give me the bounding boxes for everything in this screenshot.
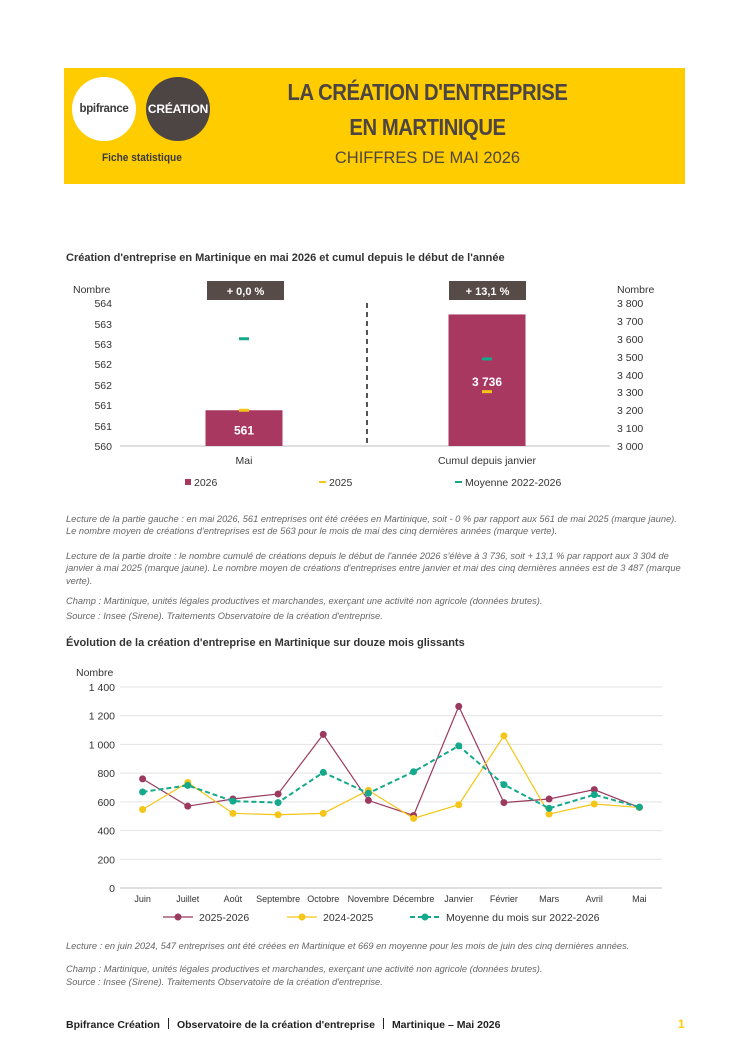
header-banner <box>64 68 685 184</box>
chart2-point-2024-2025 <box>320 810 327 817</box>
chart2-x-tick: Septembre <box>256 894 301 904</box>
chart2-point-2025-2026 <box>275 790 282 797</box>
chart2-point-2024-2025 <box>275 811 282 818</box>
chart2-x-tick: Février <box>489 894 518 904</box>
creation-logo <box>146 77 210 141</box>
chart2-x-tick: Mars <box>539 894 560 904</box>
chart1-left-tick: 560 <box>94 441 112 453</box>
chart2-series-line-2025-2026 <box>143 706 640 815</box>
note-source-1: Source : Insee (Sirene). Traitements Observatoire de la création d'entreprise. <box>66 611 383 621</box>
chart2-axis-title: Nombre <box>76 667 114 679</box>
chart2-x-tick: Juillet <box>176 894 200 904</box>
chart2-x-tick: Décembre <box>392 894 435 904</box>
chart2-point-2025-2026 <box>455 703 462 710</box>
chart1-right-tick: 3 400 <box>617 370 644 382</box>
bpifrance-logo-text: bpifrance <box>79 103 129 115</box>
chart2-point-2024-2025 <box>410 815 417 822</box>
chart1-left-tick: 562 <box>94 380 112 392</box>
chart2-y-tick: 800 <box>97 768 115 781</box>
chart2-line-chart <box>0 660 750 935</box>
chart1-badge-left: + 0,0 % <box>226 286 265 298</box>
chart2-y-tick: 0 <box>109 883 115 895</box>
note-source-2: Source : Insee (Sirene). Traitements Observatoire de la création d'entreprise. <box>66 977 383 987</box>
chart2-point-moyenne <box>500 781 507 788</box>
chart2-point-2024-2025 <box>455 801 462 808</box>
chart2-point-2025-2026 <box>546 795 553 802</box>
chart2-point-moyenne <box>184 782 191 789</box>
chart1-category-cumul: Cumul depuis janvier <box>437 455 537 467</box>
chart1-left-tick: 563 <box>94 319 112 331</box>
chart1-left-tick: 562 <box>94 359 112 371</box>
chart2-legend-marker-2025-2026 <box>175 914 182 921</box>
page-number: 1 <box>678 1017 685 1031</box>
chart2-x-tick: Août <box>223 894 243 904</box>
footer <box>66 1018 500 1031</box>
note-reading-2: Lecture : en juin 2024, 547 entreprises ont été créées en Martinique et 669 en moyenne pour les mois de juin des cinq dernières années. <box>66 941 630 951</box>
legend-2026-label: 2026 <box>194 477 218 489</box>
chart2-point-2024-2025 <box>591 801 598 808</box>
note-right-reading: Lecture de la partie droite : le nombre cumulé de créations depuis le début de l'année 2026 s'élève à 3 736, soit + 13,1 % par rapport aux 3 304 de janvier à mai 2025 (marque jaune). Le nombre moyen de créations d'entreprises entre janvier et mai des cinq dernières années est de 3 487 (marque verte). <box>66 551 681 586</box>
legend-avg-label: Moyenne 2022-2026 <box>465 477 562 489</box>
legend-2025-label: 2025 <box>329 477 353 489</box>
chart2-legend-marker-moyenne <box>422 914 429 921</box>
note-champ-1: Champ : Martinique, unités légales productives et marchandes, exerçant une activité non agricole (données brutes). <box>66 596 543 606</box>
chart1-right-axis-title: Nombre <box>617 284 655 296</box>
chart1-right-tick: 3 600 <box>617 334 644 346</box>
chart1-left-tick: 561 <box>94 421 112 433</box>
chart2-point-2024-2025 <box>500 732 507 739</box>
chart1-left-tick: 561 <box>94 400 112 412</box>
chart2-y-tick: 600 <box>97 796 115 809</box>
chart1-right-tick: 3 000 <box>617 441 644 453</box>
chart1-bar-chart <box>0 275 750 500</box>
chart2-point-2025-2026 <box>320 731 327 738</box>
footer-region: Martinique – Mai 2026 <box>391 1019 501 1031</box>
page-subtitle: CHIFFRES DE MAI 2026 <box>334 149 521 167</box>
chart2-x-tick: Novembre <box>347 894 390 904</box>
page-title-line1: LA CRÉATION D'ENTREPRISE <box>287 79 568 105</box>
chart2-x-tick: Octobre <box>307 894 340 904</box>
chart2-legend-marker-2024-2025 <box>299 914 306 921</box>
chart1-right-tick: 3 200 <box>617 405 644 417</box>
chart1-right-tick: 3 500 <box>617 352 644 364</box>
note-left-reading: Lecture de la partie gauche : en mai 2026, 561 entreprises ont été créées en Martinique, soit - 0 % par rapport aux 561 de mai 2025 (marque jaune). Le nombre moyen de créations d'entreprises est de 563 pour le mois de mai des cinq dernières années (marque verte). <box>66 514 677 537</box>
chart2-y-tick: 1 200 <box>88 710 115 723</box>
chart2-x-tick: Avril <box>585 894 603 904</box>
footer-observatoire: Observatoire de la création d'entreprise <box>176 1019 375 1031</box>
chart1-badge-right: + 13,1 % <box>465 286 510 298</box>
chart1-bar-cumul-label: 3 736 <box>471 375 503 390</box>
chart1-title: Création d'entreprise en Martinique en mai 2026 et cumul depuis le début de l'année <box>66 252 505 264</box>
note-champ-2: Champ : Martinique, unités légales productives et marchandes, exerçant une activité non agricole (données brutes). <box>66 964 543 974</box>
chart1-right-tick: 3 800 <box>617 298 644 310</box>
chart2-point-moyenne <box>591 791 598 798</box>
chart2-point-moyenne <box>365 790 372 797</box>
chart2-legend-label-moyenne: Moyenne du mois sur 2022-2026 <box>446 912 600 924</box>
chart1-left-tick: 564 <box>94 298 112 310</box>
footer-separator <box>168 1018 169 1029</box>
bpifrance-logo <box>72 77 136 141</box>
chart2-point-moyenne <box>320 769 327 776</box>
chart2-point-2024-2025 <box>229 810 236 817</box>
chart2-point-2025-2026 <box>184 803 191 810</box>
chart2-y-tick: 400 <box>97 825 115 838</box>
chart1-category-mai: Mai <box>235 455 253 467</box>
chart2-point-2025-2026 <box>500 799 507 806</box>
chart1-left-axis-title: Nombre <box>73 284 111 296</box>
chart2-point-2025-2026 <box>365 797 372 804</box>
chart1-right-tick: 3 300 <box>617 387 644 399</box>
chart2-point-moyenne <box>275 799 282 806</box>
chart2-series-line-moyenne <box>143 746 640 808</box>
chart2-y-tick: 1 400 <box>88 682 115 694</box>
chart2-title: Évolution de la création d'entreprise en Martinique sur douze mois glissants <box>66 637 465 649</box>
chart2-point-moyenne <box>455 742 462 749</box>
chart2-y-tick: 200 <box>97 854 115 867</box>
chart2-point-2025-2026 <box>139 775 146 782</box>
chart2-x-tick: Mai <box>632 894 647 904</box>
page-title-line2: EN MARTINIQUE <box>349 114 506 140</box>
chart1-right-tick: 3 100 <box>617 423 644 435</box>
chart1-right-tick: 3 700 <box>617 316 644 328</box>
footer-brand: Bpifrance Création <box>66 1019 160 1031</box>
chart2-point-moyenne <box>546 805 553 812</box>
chart2-series-line-2024-2025 <box>143 736 640 819</box>
chart2-point-2024-2025 <box>139 806 146 813</box>
creation-logo-text: CRÉATION <box>147 102 209 116</box>
fiche-label: Fiche statistique <box>102 152 182 164</box>
chart1-bar-mai-label: 561 <box>233 423 255 438</box>
chart2-x-tick: Janvier <box>444 894 474 904</box>
chart2-point-moyenne <box>410 768 417 775</box>
chart2-point-moyenne <box>229 798 236 805</box>
chart2-legend-label-2025-2026: 2025-2026 <box>199 912 250 924</box>
chart2-legend-label-2024-2025: 2024-2025 <box>323 912 374 924</box>
legend-2026-swatch <box>185 479 191 485</box>
chart1-left-tick: 563 <box>94 339 112 351</box>
chart2-x-tick: Juin <box>134 894 151 904</box>
footer-separator <box>383 1018 384 1029</box>
chart2-point-moyenne <box>636 804 643 811</box>
chart2-y-tick: 1 000 <box>88 739 115 752</box>
chart2-point-moyenne <box>139 788 146 795</box>
